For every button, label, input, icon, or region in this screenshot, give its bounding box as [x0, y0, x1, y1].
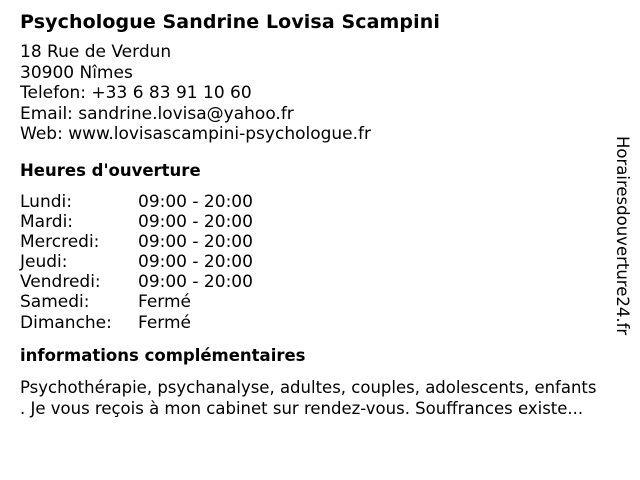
- hours-row-sunday: [20, 313, 620, 333]
- page-title: Psychologue Sandrine Lovisa Scampini: [20, 11, 440, 33]
- day-time: 09:00 - 20:00: [138, 191, 253, 212]
- opening-hours-table: [20, 192, 620, 333]
- day-label: Mercredi:: [20, 231, 100, 252]
- day-label: Samedi:: [20, 292, 90, 313]
- day-label: Dimanche:: [20, 312, 112, 333]
- opening-hours-section: [20, 161, 620, 333]
- contact-block: [20, 42, 620, 145]
- day-time: 09:00 - 20:00: [138, 211, 253, 232]
- day-label: Jeudi:: [20, 252, 68, 273]
- day-time: 09:00 - 20:00: [138, 272, 253, 293]
- day-label: Mardi:: [20, 211, 74, 232]
- opening-hours-heading: Heures d'ouverture: [20, 160, 201, 180]
- address-city: 30900 Nîmes: [20, 62, 133, 83]
- day-label: Vendredi:: [20, 272, 101, 293]
- day-time: Fermé: [138, 292, 192, 313]
- phone-line: Telefon: +33 6 83 91 10 60: [20, 83, 252, 103]
- website-line: Web: www.lovisascampini-psychologue.fr: [20, 124, 372, 144]
- additional-info-heading: informations complémentaires: [20, 345, 306, 365]
- day-time: 09:00 - 20:00: [138, 231, 253, 252]
- hours-row-monday: [20, 192, 620, 212]
- watermark-text: Horairesdouverture24.fr: [613, 136, 632, 336]
- business-listing: [20, 10, 620, 419]
- hours-row-tuesday: [20, 212, 620, 232]
- day-label: Lundi:: [20, 191, 72, 212]
- info-text-line: Psychothérapie, psychanalyse, adultes, couples, adolescents, enfants: [20, 377, 597, 397]
- hours-row-thursday: [20, 252, 620, 272]
- info-text-line: . Je vous reçois à mon cabinet sur rendez-vous. Souffrances existe...: [20, 398, 584, 418]
- email-line: Email: sandrine.lovisa@yahoo.fr: [20, 103, 294, 124]
- hours-row-wednesday: [20, 232, 620, 252]
- address-street: 18 Rue de Verdun: [20, 42, 172, 62]
- hours-row-saturday: [20, 292, 620, 312]
- hours-row-friday: [20, 272, 620, 292]
- day-time: Fermé: [138, 312, 192, 333]
- additional-info-section: [20, 346, 620, 419]
- day-time: 09:00 - 20:00: [138, 252, 253, 273]
- additional-info-text: [20, 377, 626, 419]
